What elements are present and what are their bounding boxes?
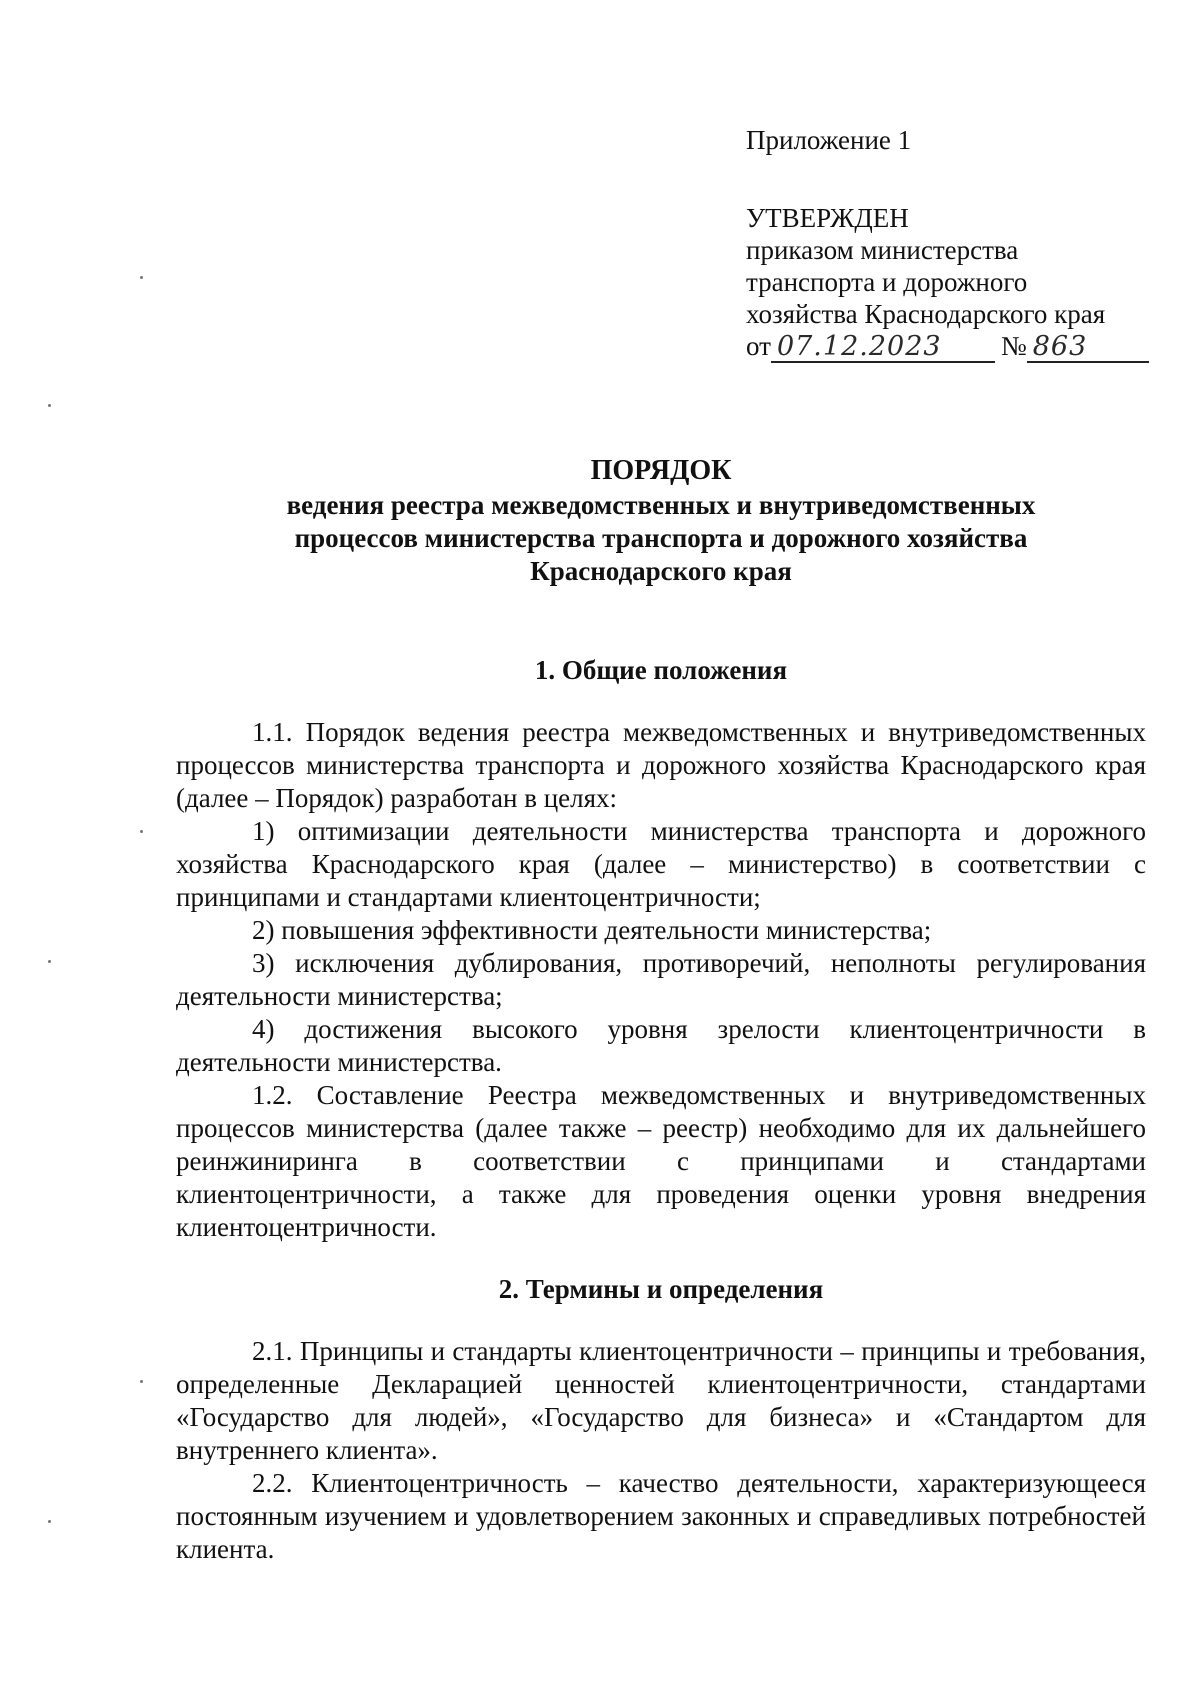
scan-speck (48, 960, 51, 963)
approval-line: транспорта и дорожного (746, 267, 1028, 297)
annex-label: Приложение 1 (746, 125, 912, 155)
paragraph: 2.2. Клиентоцентричность – качество деятельности, характеризующееся постоянным изучением и удовлетворением законных и справедливых потребностей клиента. (176, 1468, 1146, 1564)
document-title (176, 454, 1146, 588)
section-2-heading: 2. Термины и определения (498, 1274, 824, 1304)
handwritten-number: 863 (1027, 333, 1149, 363)
paragraph: 2) повышения эффективности деятельности министерства; (252, 915, 932, 945)
approval-line: приказом министерства (746, 235, 1019, 265)
paragraph: 1.1. Порядок ведения реестра межведомственных и внутриведомственных процессов министерства транспорта и дорожного хозяйства Краснодарского края (далее – Порядок) разработан в целях: (176, 717, 1146, 813)
scan-speck (140, 276, 143, 279)
order-date-line (746, 330, 1166, 363)
section-1-heading: 1. Общие положения (534, 655, 788, 685)
paragraph: 4) достижения высокого уровня зрелости клиентоцентричности в деятельности министерства. (176, 1014, 1146, 1077)
paragraph: 1.2. Составление Реестра межведомственных и внутриведомственных процессов министерства (далее также – реестр) необходимо для их дальнейшего реинжиниринга в соответствии с принципами и стандартами клиентоцентричности, а также для проведения оценки уровня внедрения клиентоцентричности. (176, 1080, 1146, 1242)
scan-speck (48, 404, 51, 407)
section-2-body (176, 1335, 1146, 1566)
date-prefix: от (746, 331, 771, 361)
title-line: процессов министерства транспорта и дорожного хозяйства (294, 523, 1028, 553)
approval-block (746, 124, 1166, 363)
scan-speck (140, 830, 143, 833)
section-1-body (176, 716, 1146, 1244)
number-sign: № (1000, 331, 1027, 361)
handwritten-date: 07.12.2023 (771, 333, 995, 363)
paragraph: 2.1. Принципы и стандарты клиентоцентричности – принципы и требования, определенные Декларацией ценностей клиентоцентричности, стандартами «Государство для людей», «Государство для бизнеса» и «Стандартом для внутреннего клиента». (176, 1336, 1146, 1465)
scan-speck (48, 1520, 51, 1523)
title-main: ПОРЯДОК (590, 455, 732, 486)
approval-line: хозяйства Краснодарского края (746, 299, 1106, 329)
title-line: Краснодарского края (530, 556, 792, 586)
paragraph: 1) оптимизации деятельности министерства транспорта и дорожного хозяйства Краснодарского края (далее – министерство) в соответствии с принципами и стандартами клиентоцентричности; (176, 816, 1146, 912)
approved-label: УТВЕРЖДЕН (746, 203, 909, 233)
scan-speck (140, 1380, 143, 1383)
paragraph: 3) исключения дублирования, противоречий, неполноты регулирования деятельности министерства; (176, 948, 1146, 1011)
title-line: ведения реестра межведомственных и внутриведомственных (286, 490, 1036, 520)
